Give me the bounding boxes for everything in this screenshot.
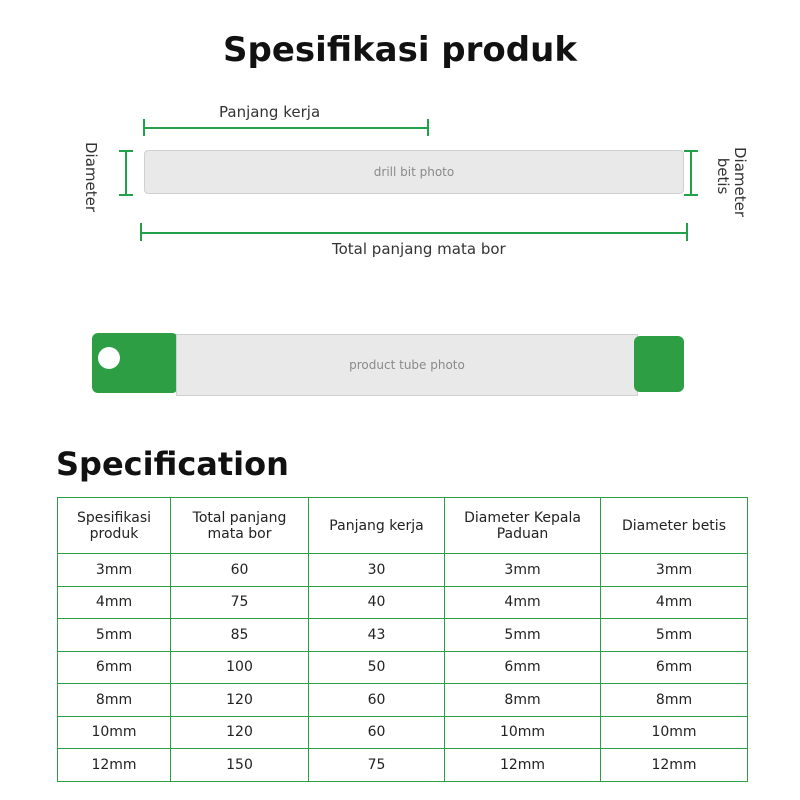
table-cell: 60 xyxy=(309,684,445,717)
table-cell: 30 xyxy=(309,554,445,587)
table-cell: 5mm xyxy=(601,619,748,652)
hang-hole-icon xyxy=(98,347,120,369)
table-cell: 10mm xyxy=(445,716,601,749)
total-length-line xyxy=(140,232,688,234)
table-cell: 120 xyxy=(171,716,309,749)
table-cell: 8mm xyxy=(601,684,748,717)
table-cell: 10mm xyxy=(601,716,748,749)
table-cell: 8mm xyxy=(445,684,601,717)
table-cell: 6mm xyxy=(58,651,171,684)
table-row xyxy=(58,619,748,652)
table-cell: 40 xyxy=(309,586,445,619)
table-cell: 8mm xyxy=(58,684,171,717)
total-length-tick-left xyxy=(140,223,142,241)
column-header: Diameter betis xyxy=(601,498,748,554)
working-length-tick-right xyxy=(427,119,429,136)
table-cell: 60 xyxy=(309,716,445,749)
diameter-line xyxy=(125,150,127,196)
table-row xyxy=(58,749,748,782)
table-header-row xyxy=(58,498,748,554)
table-cell: 75 xyxy=(171,586,309,619)
table-cell: 60 xyxy=(171,554,309,587)
working-length-label: Panjang kerja xyxy=(219,103,321,121)
column-header: Spesifikasi produk xyxy=(58,498,171,554)
table-body xyxy=(58,554,748,782)
working-length-tick-left xyxy=(143,119,145,136)
diameter-tick-top xyxy=(119,150,133,152)
column-header: Total panjang mata bor xyxy=(171,498,309,554)
table-cell: 12mm xyxy=(58,749,171,782)
table-cell: 5mm xyxy=(58,619,171,652)
table-row xyxy=(58,684,748,717)
table-cell: 3mm xyxy=(58,554,171,587)
working-length-line xyxy=(143,127,429,129)
drill-bit-image: drill bit photo xyxy=(144,150,684,194)
specification-table xyxy=(57,497,748,782)
table-cell: 6mm xyxy=(601,651,748,684)
specification-title: Specification xyxy=(56,445,289,483)
table-row xyxy=(58,716,748,749)
total-length-tick-right xyxy=(686,223,688,241)
tube-cap-right xyxy=(634,336,684,392)
table-cell: 10mm xyxy=(58,716,171,749)
table-cell: 12mm xyxy=(445,749,601,782)
table-cell: 120 xyxy=(171,684,309,717)
table-cell: 4mm xyxy=(445,586,601,619)
total-length-label: Total panjang mata bor xyxy=(332,240,506,258)
table-cell: 4mm xyxy=(58,586,171,619)
page-title: Spesifikasi produk xyxy=(223,30,577,70)
diameter-label: Diameter xyxy=(82,141,101,213)
shank-diameter-label: Diameter betis xyxy=(714,147,749,218)
table-cell: 150 xyxy=(171,749,309,782)
table-cell: 3mm xyxy=(601,554,748,587)
table-row xyxy=(58,554,748,587)
shank-diameter-tick-top xyxy=(684,150,698,152)
column-header: Diameter Kepala Paduan xyxy=(445,498,601,554)
table-cell: 75 xyxy=(309,749,445,782)
table-cell: 5mm xyxy=(445,619,601,652)
table-cell: 85 xyxy=(171,619,309,652)
table-cell: 3mm xyxy=(445,554,601,587)
diameter-tick-bottom xyxy=(119,194,133,196)
column-header: Panjang kerja xyxy=(309,498,445,554)
table-row xyxy=(58,651,748,684)
table-cell: 43 xyxy=(309,619,445,652)
table-cell: 50 xyxy=(309,651,445,684)
table-cell: 6mm xyxy=(445,651,601,684)
shank-diameter-tick-bottom xyxy=(684,194,698,196)
shank-diameter-line xyxy=(690,150,692,196)
table-cell: 4mm xyxy=(601,586,748,619)
package-tube-image: product tube photo xyxy=(176,334,638,396)
shank-diameter-label-block xyxy=(711,126,751,226)
table-cell: 100 xyxy=(171,651,309,684)
table-row xyxy=(58,586,748,619)
table-cell: 12mm xyxy=(601,749,748,782)
